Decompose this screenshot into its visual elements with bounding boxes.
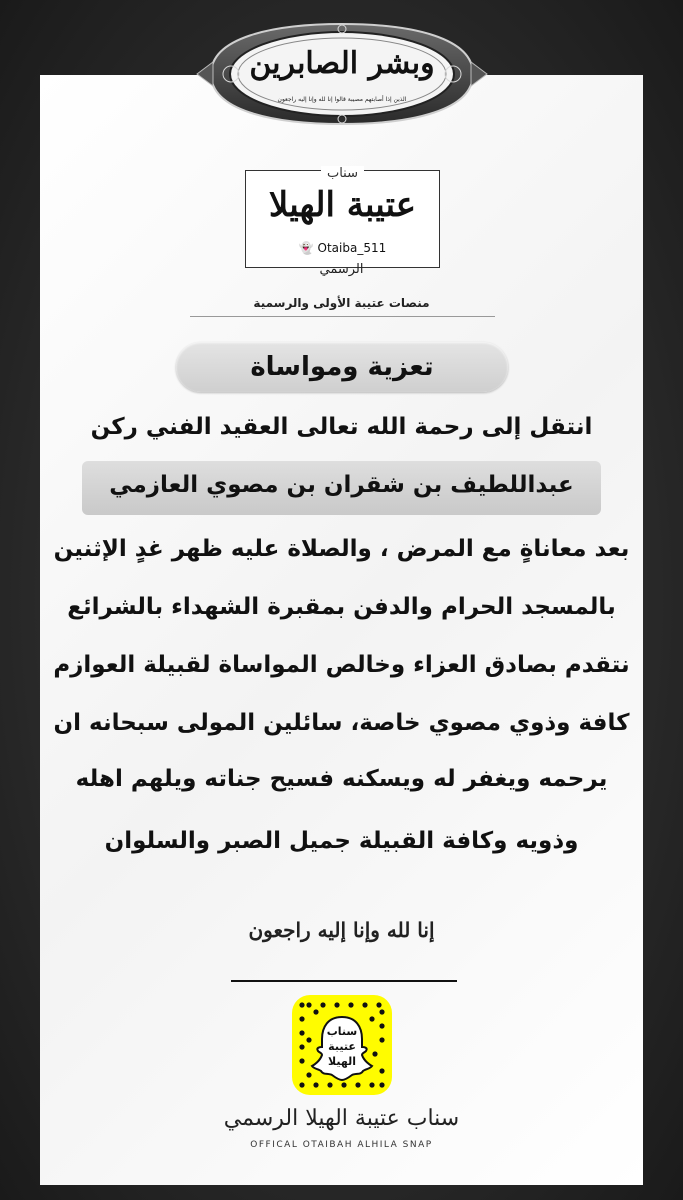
announcement-body-line: يرحمه ويغفر له ويسكنه فسيح جناته ويلهم اهله (75, 766, 608, 792)
tagline: منصات عتيبة الأولى والرسمية (253, 296, 430, 310)
announcement-body-line: وذويه وكافة القبيلة جميل الصبر والسلوان (104, 828, 579, 854)
closing-calligraphy: إنا لله وإنا إليه راجعون (248, 918, 435, 942)
logo-top-label: سناب (321, 166, 364, 181)
footer-english: OFFICAL OTAIBAH ALHILA SNAP (250, 1140, 433, 1150)
footer-arabic: سناب عتيبة الهيلا الرسمي (223, 1106, 460, 1131)
tagline-divider (190, 316, 495, 317)
deceased-name: عبداللطيف بن شقران بن مصوي العازمي (109, 472, 574, 498)
logo-handle-text: Otaiba_511 (317, 241, 387, 255)
snapcode[interactable] (292, 995, 392, 1095)
logo-main-text: عتيبة الهيلا (268, 185, 417, 225)
snapchat-ghost-icon: 👻 (298, 241, 314, 255)
medallion-subtitle: الذين إذا أصابتهم مصيبة قالوا إنا لله وإنا إليه راجعون (277, 96, 407, 103)
announcement-body-line: بالمسجد الحرام والدفن بمقبرة الشهداء بالشرائع (67, 594, 616, 620)
snap-logo-box (245, 166, 440, 268)
logo-handle (246, 241, 439, 255)
medallion-title: وبشر الصابرين (249, 46, 435, 81)
announcement-body-line: بعد معاناةٍ مع المرض ، والصلاة عليه ظهر غدٍ الإثنين (53, 536, 630, 562)
announcement-body-line: كافة وذوي مصوي خاصة، سائلين المولى سبحانه ان (53, 710, 630, 736)
announcement-title: تعزية ومواساة (176, 342, 508, 392)
announcement-body-line: نتقدم بصادق العزاء وخالص المواساة لقبيلة العوازم (53, 652, 630, 678)
closing-divider (231, 980, 457, 982)
logo-bottom-label: الرسمي (319, 262, 364, 277)
snapcode-label-1: سناب (326, 1025, 358, 1038)
announcement-line-1: انتقل إلى رحمة الله تعالى العقيد الفني ركن (90, 414, 593, 440)
snapcode-label-3: الهيلا (327, 1055, 356, 1068)
header-medallion (191, 18, 493, 130)
snapcode-label-2: عتيبة (328, 1040, 356, 1053)
